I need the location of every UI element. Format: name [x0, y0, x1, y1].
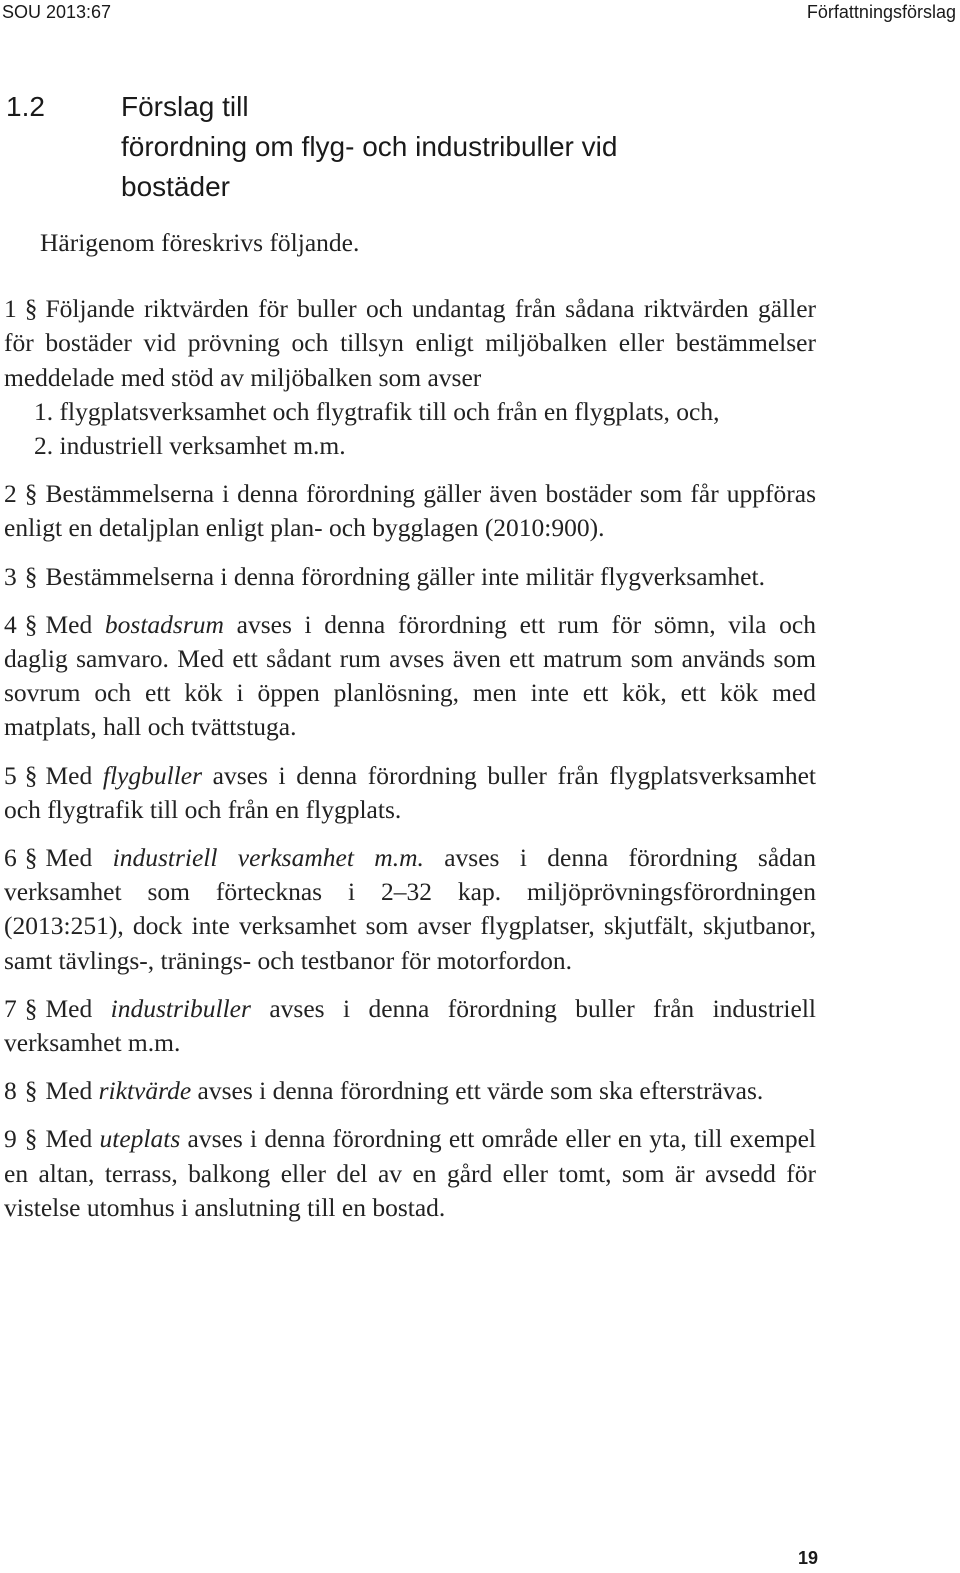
- section-sign: §: [24, 1076, 38, 1106]
- paragraph-5: [4, 759, 816, 827]
- intro-text: Härigenom föreskrivs följande.: [40, 228, 360, 257]
- running-header-right: Författningsförslag: [806, 2, 956, 22]
- paragraph-1: [4, 292, 816, 395]
- paragraph-6: [4, 841, 816, 978]
- defined-term: bostadsrum: [104, 609, 224, 639]
- paragraph-9: [4, 1122, 816, 1225]
- paragraph-text-start: Med: [45, 1124, 100, 1154]
- paragraph-number: 5: [4, 760, 17, 790]
- paragraph-text-start: Med: [45, 1076, 99, 1106]
- defined-term: uteplats: [99, 1124, 181, 1154]
- defined-term: flygbuller: [102, 760, 203, 790]
- paragraph-text-start: Med: [45, 843, 113, 873]
- defined-term: riktvärde: [98, 1076, 192, 1106]
- section-number: 1.2: [6, 91, 45, 122]
- paragraph-text-rest: avses i denna förordning buller från industriell verksamhet m.m.: [4, 993, 816, 1058]
- paragraph-number: 1: [4, 294, 17, 324]
- section-sign: §: [24, 561, 38, 591]
- section-sign: §: [24, 760, 38, 790]
- section-sign: §: [24, 294, 38, 324]
- heading-line-3: bostäder: [121, 171, 230, 202]
- page-number: 19: [797, 1548, 818, 1568]
- paragraph-3: [4, 560, 816, 594]
- document-body: [4, 226, 816, 1239]
- section-sign: §: [24, 609, 38, 639]
- paragraph-text-rest: avses i denna förordning buller från flygplatsverksamhet och flygtrafik till och från en flygplats.: [4, 760, 816, 824]
- paragraph-text: Följande riktvärden för buller och undantag från sådana riktvärden gäller för bostäder vid prövning och tillsyn enligt miljöbalken eller bestämmelser meddelade med stöd av miljöbalken som avser: [4, 294, 816, 392]
- paragraph-text-rest: avses i denna förordning ett rum för sömn, vila och daglig samvaro. Med ett sådant rum avses även ett matrum som används som sovrum och ett kök i öppen planlösning, men inte ett kök, ett kök med matplats, hall och tvättstuga.: [4, 609, 816, 742]
- paragraph-4: [4, 608, 816, 745]
- paragraph-text: Bestämmelserna i denna förordning gäller även bostäder som får uppföras enligt en detaljplan enligt plan- och bygglagen (2010:900).: [4, 479, 816, 543]
- paragraph-text-start: Med: [45, 609, 105, 639]
- running-header-left: SOU 2013:67: [2, 2, 112, 22]
- defined-term: industribuller: [110, 993, 251, 1023]
- paragraph-number: 9: [4, 1124, 17, 1154]
- defined-term: industriell verksamhet m.m.: [112, 843, 424, 873]
- section-heading: [6, 87, 906, 207]
- paragraph-number: 3: [4, 561, 17, 591]
- heading-line-1: Förslag till: [121, 91, 249, 122]
- paragraph-text-start: Med: [45, 993, 111, 1023]
- paragraph-text: Bestämmelserna i denna förordning gäller inte militär flygverksamhet.: [45, 561, 765, 591]
- heading-line-2: förordning om flyg- och industribuller vid: [121, 131, 618, 162]
- paragraph-8: [4, 1074, 816, 1108]
- paragraph-text-rest: avses i denna förordning sådan verksamhet som förtecknas i 2–32 kap. miljöprövningsförordningen (2013:251), dock inte verksamhet som avser flygplatser, skjutfält, skjutbanor, samt tävlings-, tränings- och testbanor för motorfordon.: [4, 843, 816, 975]
- list-item: 1. flygplatsverksamhet och flygtrafik till och från en flygplats, och,: [34, 396, 720, 426]
- paragraph-number: 7: [4, 993, 17, 1023]
- paragraph-number: 4: [4, 609, 17, 639]
- paragraph-7: [4, 992, 816, 1060]
- paragraph-number: 8: [4, 1076, 17, 1106]
- paragraph-number: 2: [4, 479, 17, 509]
- paragraph-text-rest: avses i denna förordning ett område eller en yta, till exempel en altan, terrass, balkong eller del av en gård eller tomt, som är avsedd för vistelse utomhus i anslutning till en bostad.: [4, 1124, 816, 1222]
- paragraph-2: [4, 477, 816, 545]
- paragraph-text-start: Med: [45, 760, 103, 790]
- list-item: 2. industriell verksamhet m.m.: [34, 431, 346, 461]
- section-sign: §: [24, 1124, 38, 1154]
- paragraph-text-rest: avses i denna förordning ett värde som ska eftersträvas.: [191, 1076, 764, 1106]
- section-sign: §: [24, 479, 38, 509]
- section-sign: §: [24, 993, 38, 1023]
- section-sign: §: [24, 843, 38, 873]
- paragraph-number: 6: [4, 843, 17, 873]
